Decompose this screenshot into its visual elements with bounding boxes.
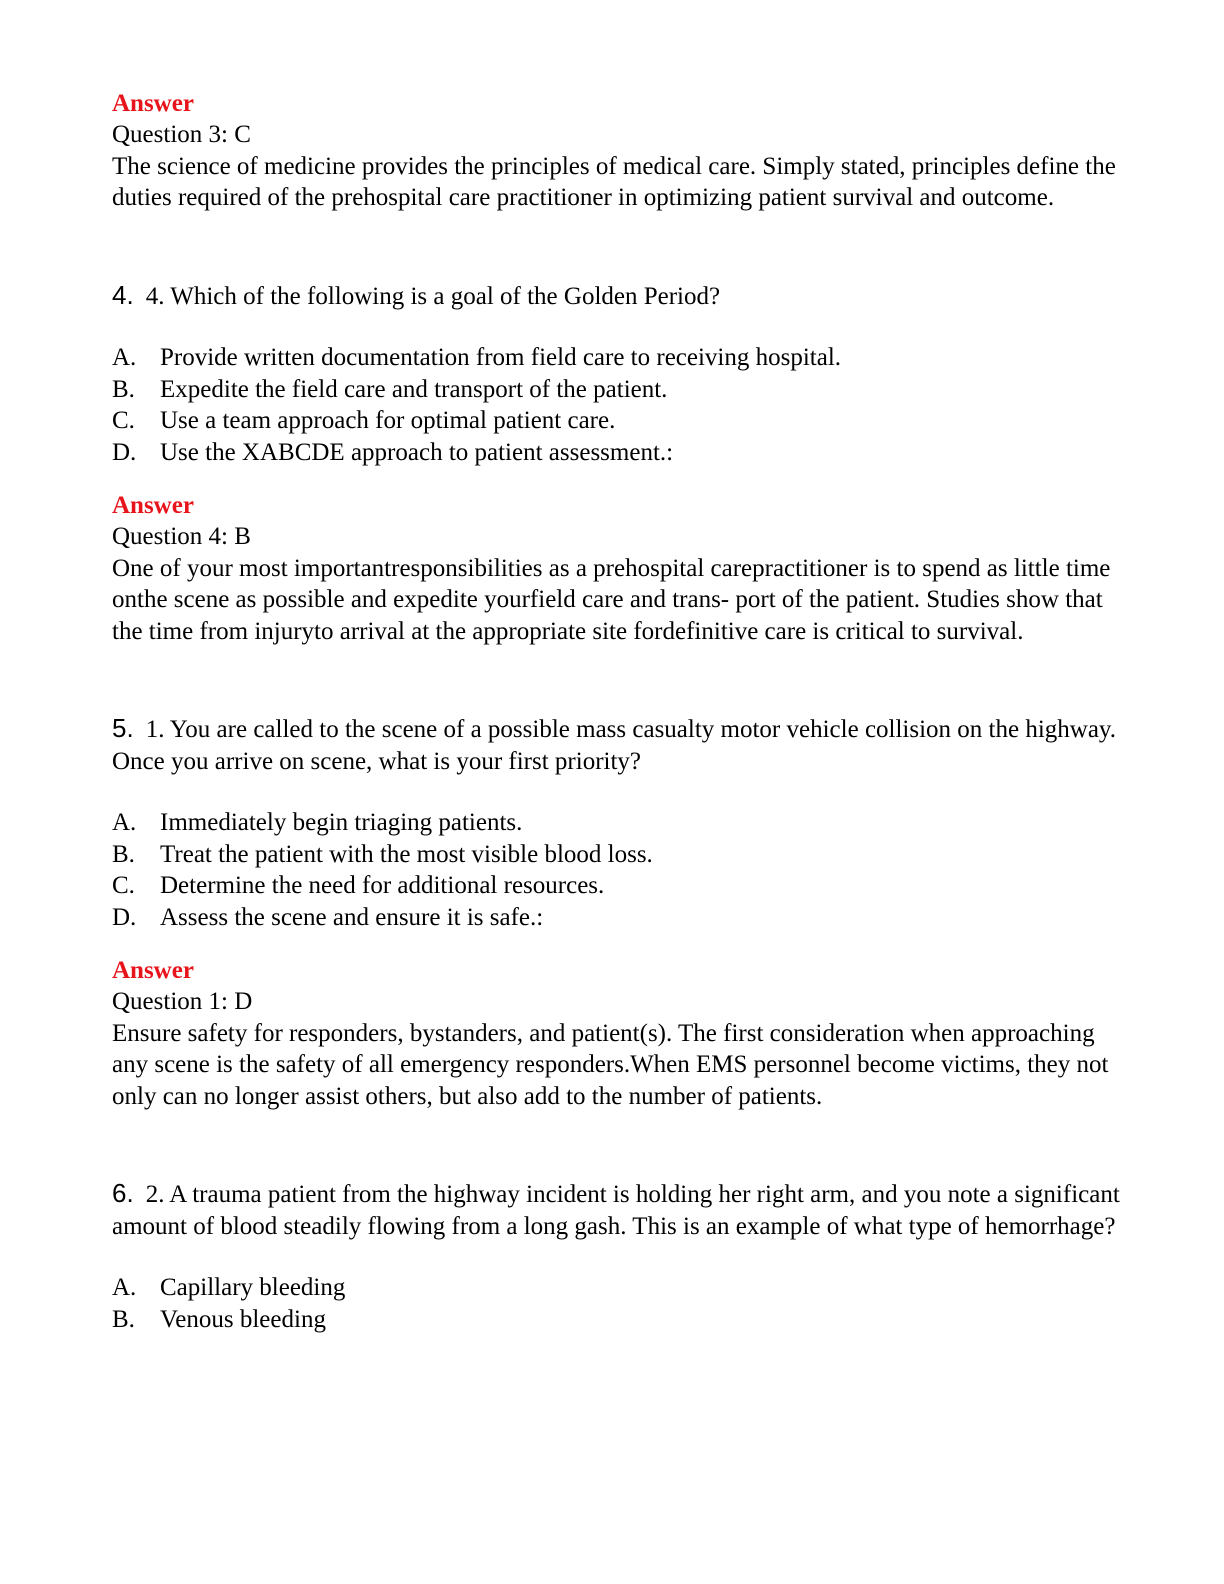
- option-letter: B.: [112, 375, 135, 403]
- option-item: [112, 1272, 1122, 1304]
- option-text: Capillary bleeding: [160, 1274, 346, 1301]
- option-letter: C.: [112, 872, 135, 899]
- question-number: 4.: [112, 279, 134, 310]
- option-letter: B.: [112, 1305, 135, 1333]
- answer-block-q3: [112, 88, 1122, 214]
- answer-question-ref: Question 1: D: [112, 988, 253, 1015]
- question-stem: [112, 280, 1122, 313]
- option-letter: B.: [112, 840, 135, 868]
- question-block-4: [112, 280, 1122, 648]
- question-block-6: [112, 1178, 1122, 1335]
- option-text: Venous bleeding: [160, 1305, 326, 1333]
- option-letter: A.: [112, 344, 137, 371]
- question-block-5: [112, 713, 1122, 1112]
- option-text: Assess the scene and ensure it is safe.:: [160, 903, 544, 931]
- options-list: [112, 1272, 1122, 1335]
- option-item: [112, 374, 1122, 406]
- option-item: [112, 437, 1122, 469]
- option-text: Immediately begin triaging patients.: [160, 809, 523, 836]
- options-list: [112, 807, 1122, 933]
- question-text: 1. You are called to the scene of a possible mass casualty motor vehicle collision on the highway. Once you arrive on scene, what is your first priority?: [112, 716, 1117, 775]
- answer-explanation: The science of medicine provides the principles of medical care. Simply stated, principles define the duties required of the prehospital care practitioner in optimizing patient survival and outcome.: [112, 152, 1116, 211]
- question-number: 6.: [112, 1178, 134, 1208]
- answer-question-ref: Question 3: C: [112, 121, 251, 148]
- options-list: [112, 342, 1122, 468]
- option-item: [112, 807, 1122, 839]
- option-text: Use a team approach for optimal patient care.: [160, 407, 616, 434]
- question-stem: [112, 1178, 1122, 1242]
- question-number: 5.: [112, 713, 134, 743]
- option-text: Expedite the field care and transport of the patient.: [160, 375, 668, 403]
- answer-explanation: One of your most importantresponsibilities as a prehospital carepractitioner is to spend as little time onthe scene as possible and expedite yourfield care and trans- port of the patient. Studies show that the time from injuryto arrival at the appropriate site fordefinitive care is critical to survival.: [112, 554, 1111, 645]
- option-item: [112, 902, 1122, 934]
- question-text: 4. Which of the following is a goal of the Golden Period?: [145, 282, 721, 310]
- option-letter: C.: [112, 407, 135, 434]
- answer-label: Answer: [112, 957, 194, 984]
- option-letter: A.: [112, 809, 137, 836]
- option-letter: D.: [112, 438, 137, 466]
- option-text: Treat the patient with the most visible blood loss.: [160, 840, 653, 868]
- question-text: 2. A trauma patient from the highway incident is holding her right arm, and you note a significant amount of blood steadily flowing from a long gash. This is an example of what type of hemorrhage?: [112, 1181, 1120, 1240]
- option-text: Determine the need for additional resources.: [160, 872, 605, 899]
- option-text: Provide written documentation from field care to receiving hospital.: [160, 344, 842, 371]
- answer-label: Answer: [112, 90, 194, 117]
- option-text: Use the XABCDE approach to patient assessment.:: [160, 438, 674, 466]
- option-letter: A.: [112, 1274, 137, 1301]
- answer-explanation: Ensure safety for responders, bystanders, and patient(s). The first consideration when approaching any scene is the safety of all emergency responders.When EMS personnel become victims, they not only can no longer assist others, but also add to the number of patients.: [112, 1019, 1109, 1110]
- option-item: [112, 342, 1122, 374]
- answer-block-q4: [112, 490, 1122, 647]
- option-item: [112, 1304, 1122, 1336]
- answer-question-ref: Question 4: B: [112, 523, 251, 550]
- answer-label: Answer: [112, 492, 194, 519]
- question-stem: [112, 713, 1122, 777]
- option-item: [112, 870, 1122, 902]
- document-page: [112, 88, 1122, 1335]
- option-item: [112, 405, 1122, 437]
- answer-block-q5: [112, 955, 1122, 1112]
- option-letter: D.: [112, 903, 137, 931]
- option-item: [112, 839, 1122, 871]
